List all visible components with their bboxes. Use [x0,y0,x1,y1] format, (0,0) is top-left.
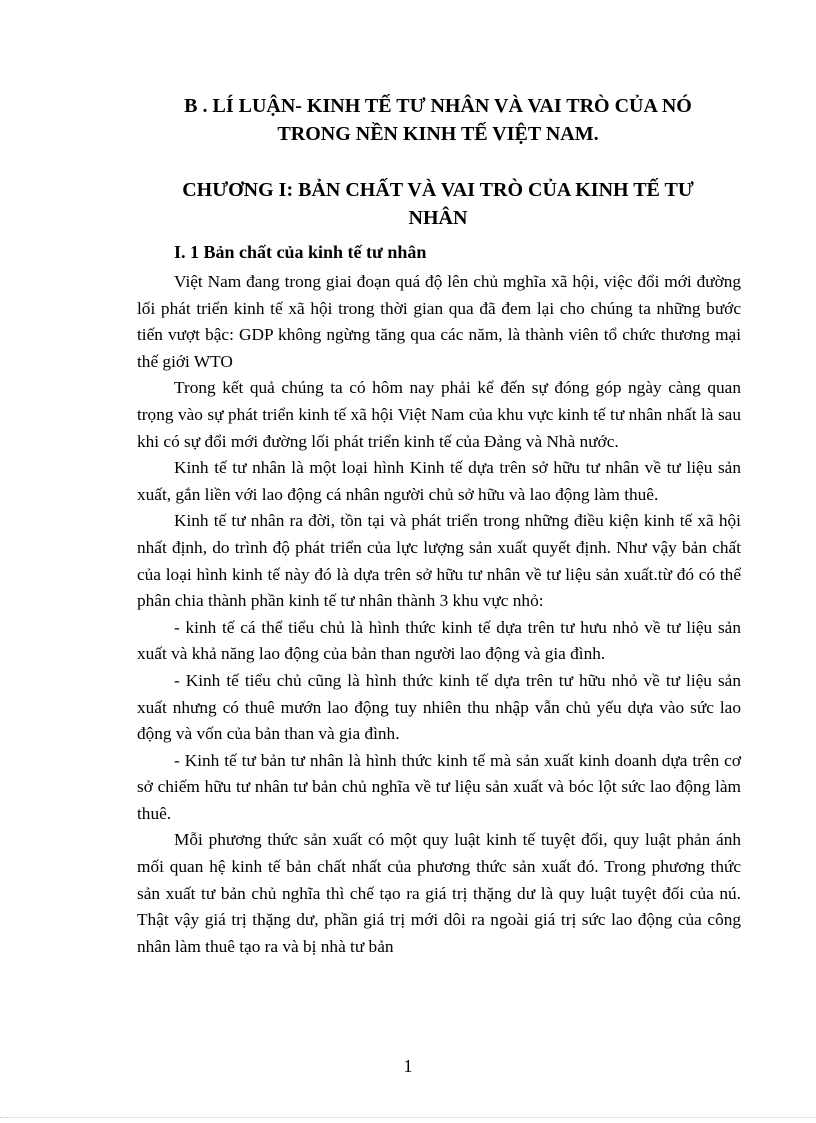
main-title-line-2: TRONG NỀN KINH TẾ VIỆT NAM. [277,123,599,145]
list-item-small-owner: - Kinh tế tiểu chủ cũng là hình thức kinh tế dựa trên tư hữu nhỏ về tư liệu sản xuất nhưng có thuê mướn lao động tuy nhiên thu nhập vẫn chủ yếu dựa vào sức lao động và vốn của bản than và gia đình. [137,670,741,744]
paragraph-nature: Kinh tế tư nhân ra đời, tồn tại và phát triển trong những điều kiện kinh tế xã hội nhất định, do trình độ phát triển của lực lượng sản xuất quyết định. Như vậy bản chất của loại hình kinh tế này đó là dựa trên sở hữu tư nhân về tư liệu sản xuất.từ đó có thể phân chia thành phần kinh tế tư nhân thành 3 khu vực nhỏ: [137,511,741,611]
page-number: 1 [403,1056,413,1076]
page-break-divider [0,1117,816,1118]
list-item-private-capital: - Kinh tế tư bản tư nhân là hình thức kinh tế mà sản xuất kinh doanh dựa trên cơ sở chiếm hữu tư nhân tư bản chủ nghĩa về tư liệu sản xuất và bóc lột sức lao động làm thuê. [137,750,741,823]
paragraph-contribution: Trong kết quả chúng ta có hôm nay phải kể đến sự đóng góp ngày càng quan trọng vào sự phát triển kinh tế xã hội Việt Nam của khu vực kinh tế tư nhân nhất là sau khi có sự đổi mới đường lối phát triển kinh tế của Đảng và Nhà nước. [137,378,741,451]
section-heading: I. 1 Bản chất của kinh tế tư nhân [174,242,427,262]
main-title [130,92,746,148]
paragraph-definition: Kinh tế tư nhân là một loại hình Kinh tế dựa trên sở hữu tư nhân về tư liệu sản xuất, gắn liền với lao động cá nhân người chủ sở hữu và lao động làm thuê. [137,458,741,504]
paragraph-intro: Việt Nam đang trong giai đoạn quá độ lên chủ mghĩa xã hội, việc đổi mới đường lối phát triển kinh tế xã hội trong thời gian qua đã đem lại cho chúng ta những bước tiến vượt bậc: GDP không ngừng tăng qua các năm, là thành viên tổ chức thương mại thế giới WTO [137,272,741,371]
chapter-title-line-2: NHÂN [408,207,468,229]
body-text [137,269,741,960]
list-item-individual-small-owner: - kinh tế cá thể tiểu chủ là hình thức kinh tế dựa trên tư hưu nhỏ về tư liệu sản xuất và khả năng lao động của bản than người lao động và gia đình. [137,617,741,664]
chapter-title-line-1: CHƯƠNG I: BẢN CHẤT VÀ VAI TRÒ CỦA KINH TẾ TƯ [182,179,694,201]
main-title-line-1: B . LÍ LUẬN- KINH TẾ TƯ NHÂN VÀ VAI TRÒ CỦA NÓ [184,95,692,117]
paragraph-economic-law: Mỗi phương thức sản xuất có một quy luật kinh tế tuyệt đối, quy luật phản ánh mối quan hệ kinh tế bản chất nhất của phương thức sản xuất đó. Trong phương thức sản xuất tư bản chủ nghĩa thì chế tạo ra giá trị thặng dư là quy luật tuyệt đối của nú. Thật vậy giá trị thặng dư, phần giá trị mới dôi ra ngoài giá trị sức lao động của công nhân làm thuê tạo ra và bị nhà tư bản [137,830,741,956]
chapter-title [130,176,746,232]
